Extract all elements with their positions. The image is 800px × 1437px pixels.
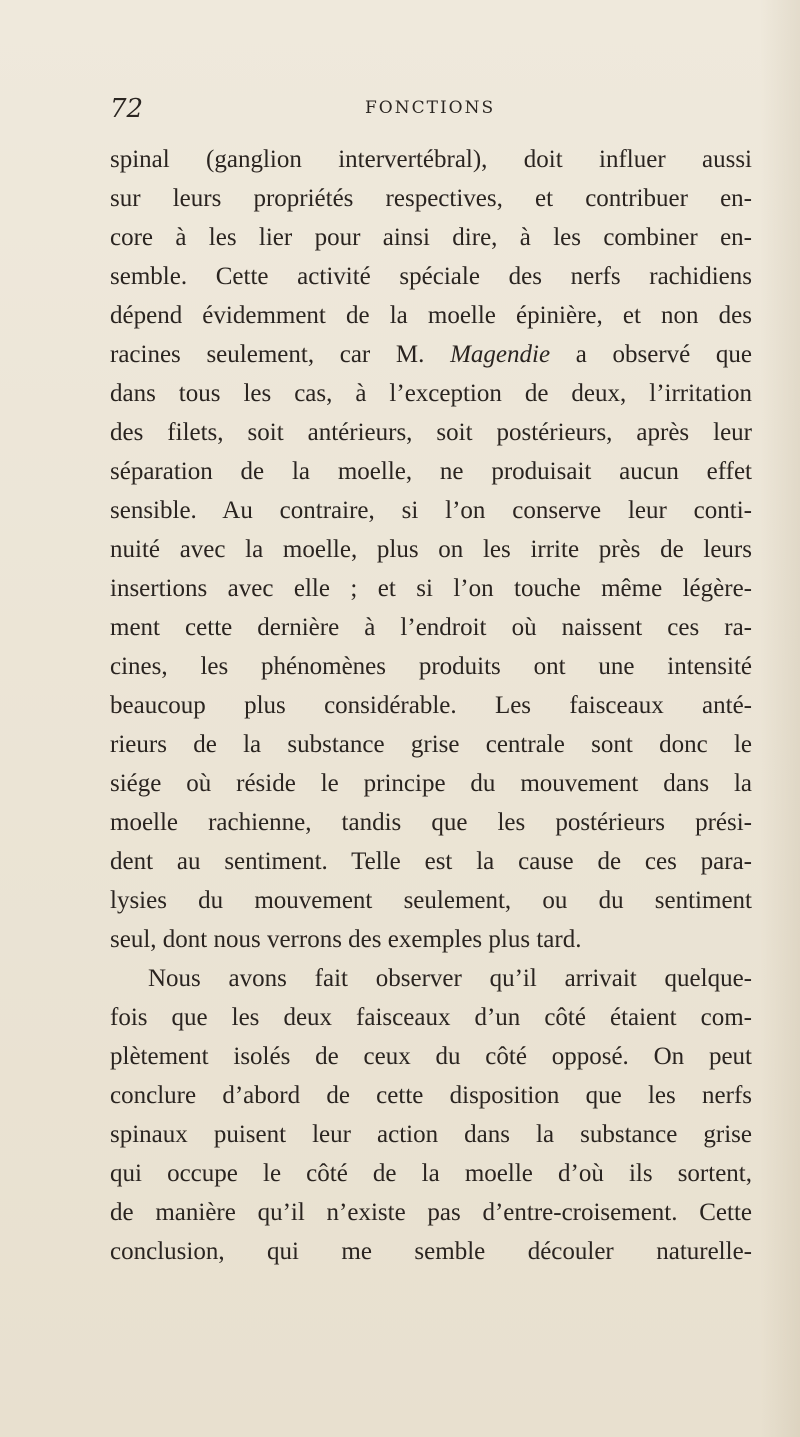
running-head: FONCTIONS <box>365 98 496 118</box>
text-line: spinal (ganglion intervertébral), doit influer aussi <box>110 146 752 173</box>
text-line: nuité avec la moelle, plus on les irrite près de leurs <box>110 536 752 563</box>
text-line: beaucoup plus considérable. Les faisceaux anté- <box>110 692 752 719</box>
text-after-name: a observé que <box>550 341 752 368</box>
text-line: dent au sentiment. Telle est la cause de ces para- <box>110 848 752 875</box>
text-line: conclure d’abord de cette disposition que les nerfs <box>110 1082 752 1109</box>
text-before-name: racines seulement, car M. <box>110 341 451 368</box>
text-line: dépend évidemment de la moelle épinière, et non des <box>110 302 752 329</box>
text-line: plètement isolés de ceux du côté opposé. On peut <box>110 1043 752 1070</box>
text-line: lysies du mouvement seulement, ou du sentiment <box>110 887 752 914</box>
text-line: siége où réside le principe du mouvement dans la <box>110 770 752 797</box>
text-line: core à les lier pour ainsi dire, à les combiner en- <box>110 224 752 251</box>
text-line: cines, les phénomènes produits ont une intensité <box>110 653 752 680</box>
text-line: rieurs de la substance grise centrale sont donc le <box>110 731 752 758</box>
text-line: qui occupe le côté de la moelle d’où ils sortent, <box>110 1160 752 1187</box>
text-line: seul, dont nous verrons des exemples plus tard. <box>110 926 582 953</box>
text-line: ment cette dernière à l’endroit où naissent ces ra- <box>110 614 752 641</box>
text-line: moelle rachienne, tandis que les postérieurs prési- <box>110 809 752 836</box>
text-line-magendie <box>110 335 752 374</box>
text-line: fois que les deux faisceaux d’un côté étaient com- <box>110 1004 752 1031</box>
text-line: sensible. Au contraire, si l’on conserve leur conti- <box>110 497 752 524</box>
author-name-magendie: Magendie <box>450 341 551 368</box>
text-line: insertions avec elle ; et si l’on touche même légère- <box>110 575 752 602</box>
body-text <box>110 140 752 1271</box>
text-line: conclusion, qui me semble découler naturelle- <box>110 1238 752 1265</box>
text-line: Nous avons fait observer qu’il arrivait quelque- <box>148 965 752 992</box>
page-number: 72 <box>110 94 144 124</box>
text-line: sur leurs propriétés respectives, et contribuer en- <box>110 185 752 212</box>
text-line: de manière qu’il n’existe pas d’entre-croisement. Cette <box>110 1199 752 1226</box>
text-line: des filets, soit antérieurs, soit postérieurs, après leur <box>110 419 752 446</box>
text-line: séparation de la moelle, ne produisait aucun effet <box>110 458 752 485</box>
text-line: spinaux puisent leur action dans la substance grise <box>110 1121 752 1148</box>
text-line: semble. Cette activité spéciale des nerfs rachidiens <box>110 263 752 290</box>
text-line: dans tous les cas, à l’exception de deux, l’irritation <box>110 380 752 407</box>
page-header <box>110 94 750 124</box>
page-edge-shadow <box>760 0 800 1437</box>
